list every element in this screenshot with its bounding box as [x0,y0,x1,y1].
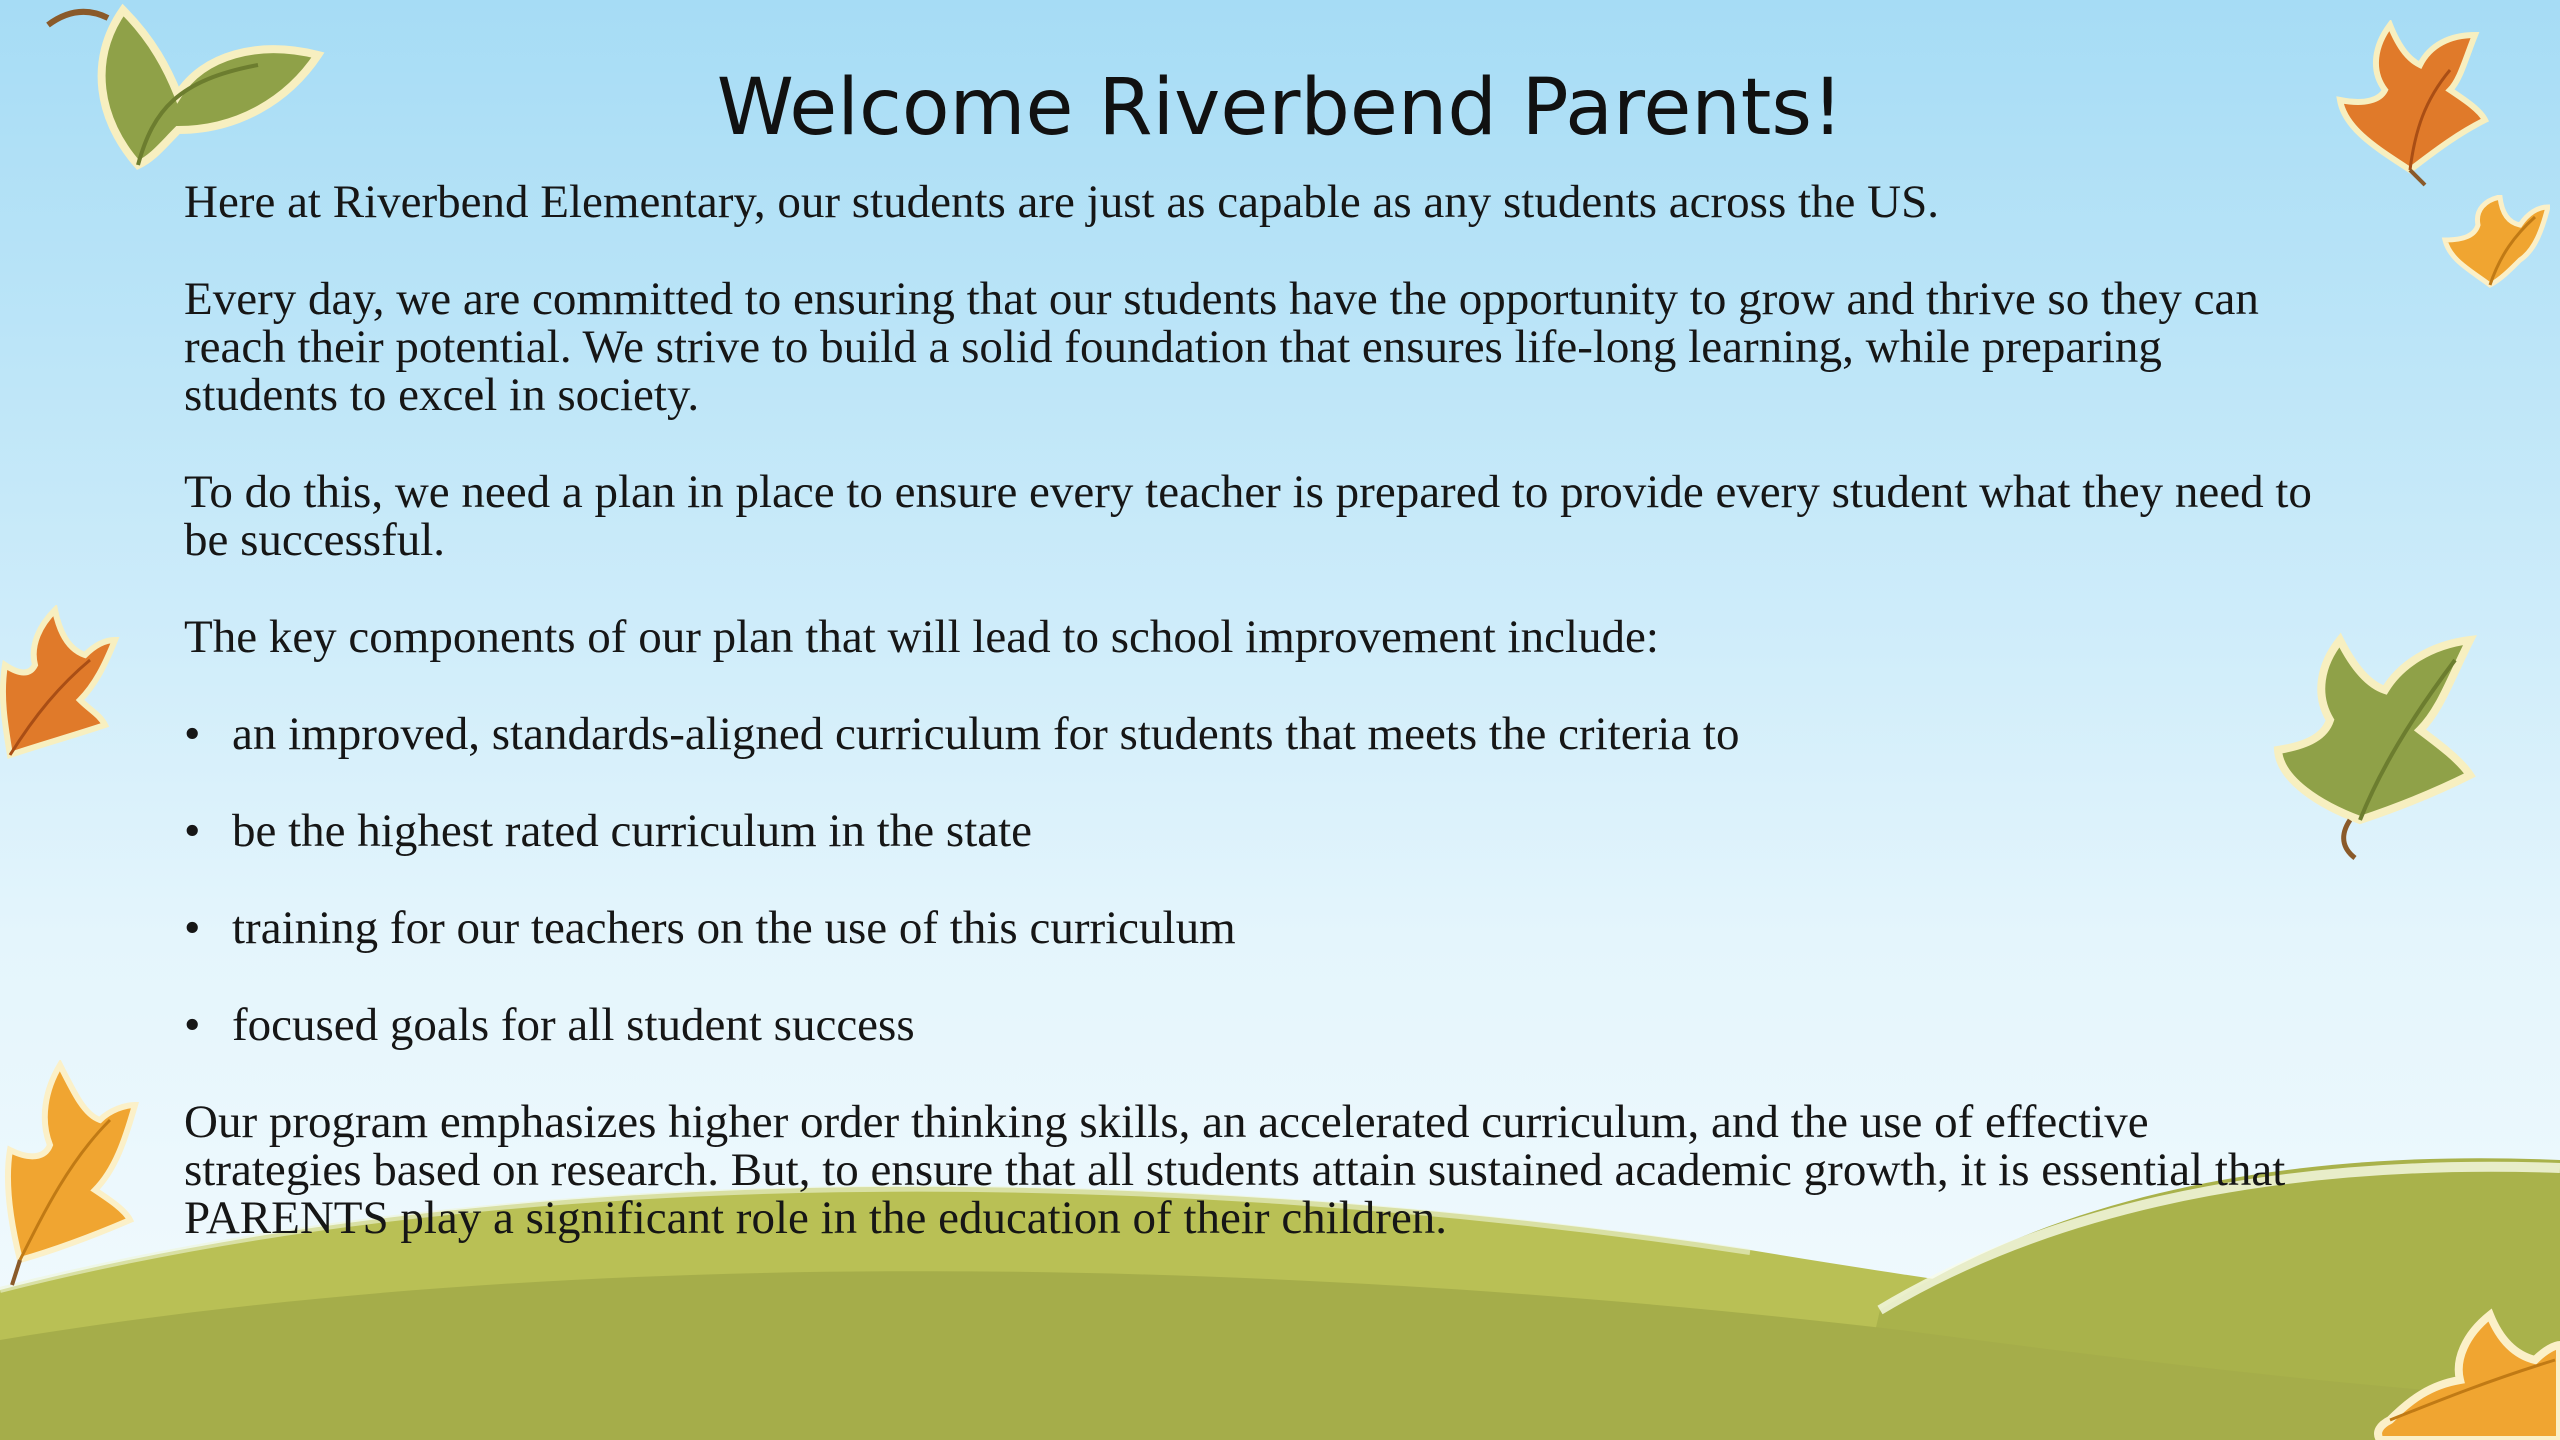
list-item-text: training for our teachers on the use of this curriculum [232,902,1236,954]
list-item-text: an improved, standards-aligned curriculum for students that meets the criteria to [232,708,1740,760]
bullet-icon: • [184,708,201,760]
list-item [184,710,2324,758]
commitment-paragraph: Every day, we are committed to ensuring that our students have the opportunity to grow and thrive so they can reach their potential. We strive to build a solid foundation that ensures life-long learning, while preparing students to excel in society. [184,273,2259,421]
gold-leaf-icon [2370,1300,2560,1440]
bullet-icon: • [184,902,201,954]
list-item [184,1001,2324,1049]
intro-paragraph: Here at Riverbend Elementary, our students are just as capable as any students across the US. [184,176,1939,228]
closing-paragraph: Our program emphasizes higher order thinking skills, an accelerated curriculum, and the use of effective strategies based on research. But, to ensure that all students attain sustained academic growth, it is essential that PARENTS play a significant role in the education of their children. [184,1096,2286,1244]
gold-leaf-icon [0,1060,140,1290]
list-item-text: focused goals for all student success [232,999,915,1051]
list-intro: The key components of our plan that will lead to school improvement include: [184,611,1659,663]
list-item [184,807,2324,855]
slide-title: Welcome Riverbend Parents! [716,63,1844,153]
orange-leaf-icon [0,605,120,765]
plan-paragraph: To do this, we need a plan in place to ensure every teacher is prepared to provide every student what they need to be successful. [184,466,2312,566]
list-item [184,904,2324,952]
bullet-icon: • [184,805,201,857]
slide-body [184,178,2324,1291]
plan-components-list [184,710,2324,1049]
list-item-text: be the highest rated curriculum in the state [232,805,1033,857]
gold-leaf-icon [2440,195,2550,295]
bullet-icon: • [184,999,201,1051]
